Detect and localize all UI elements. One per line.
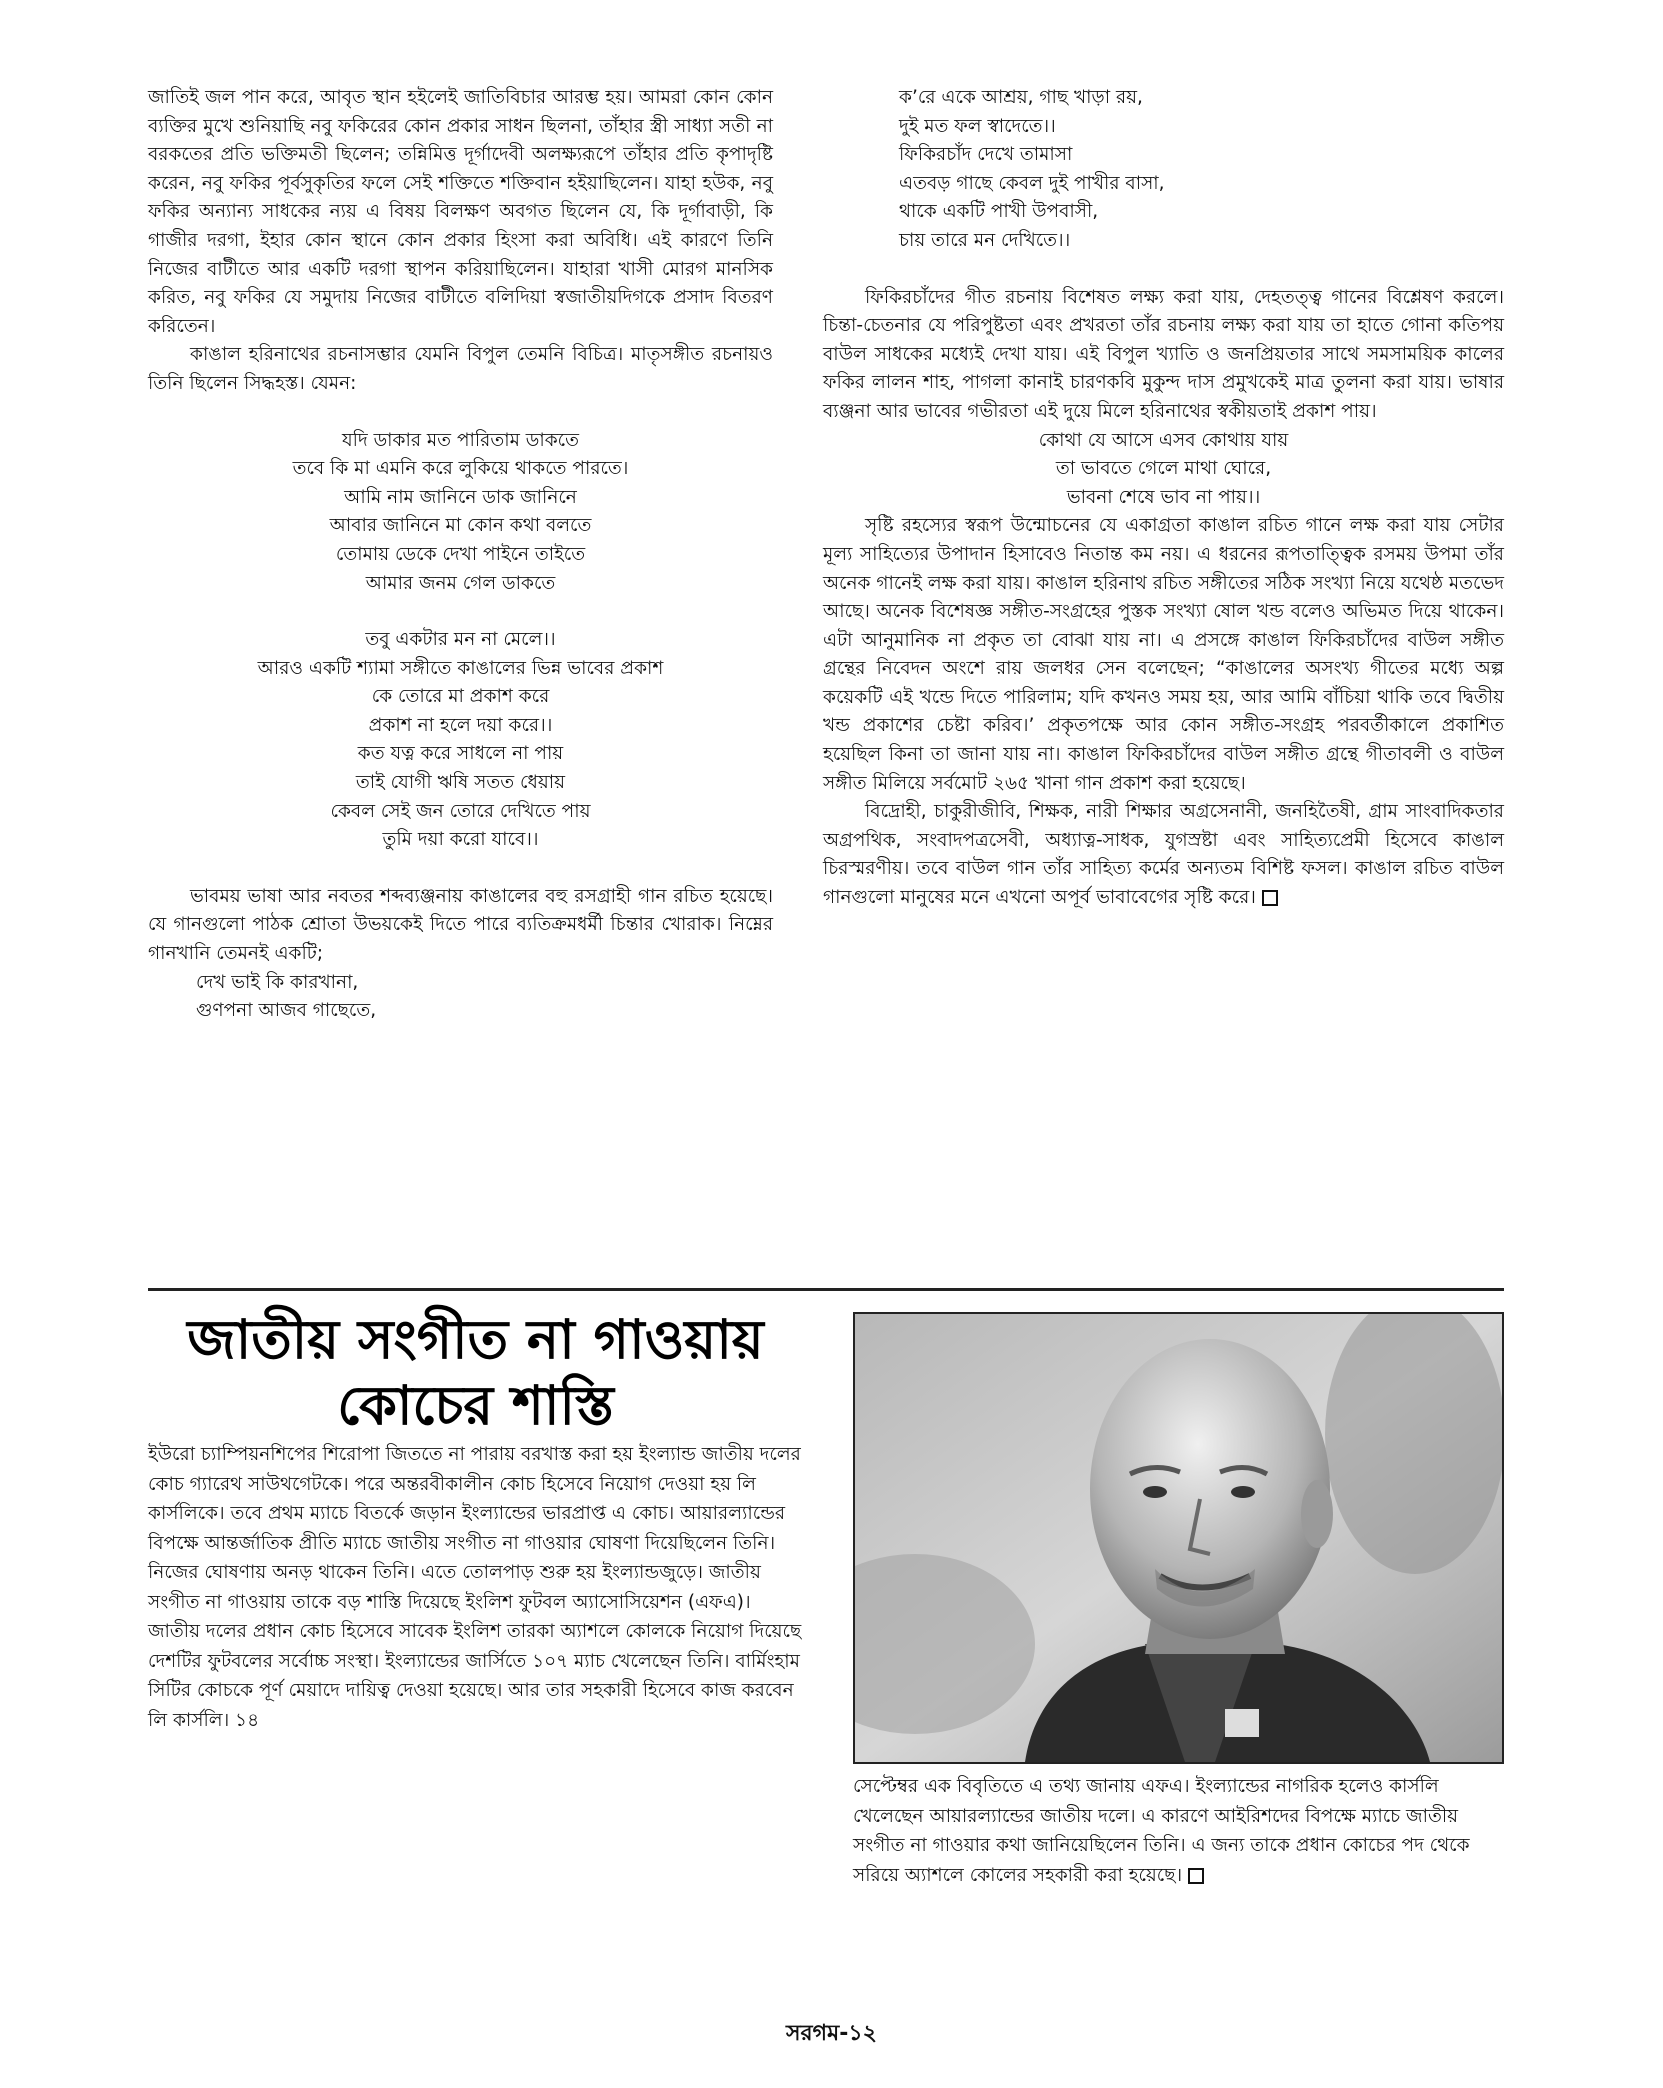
- right-paragraph-2: সৃষ্টি রহস্যের স্বরূপ উন্মোচনের যে একাগ্রতা কাঙাল রচিত গানে লক্ষ করা যায় সেটার মূল্য সাহিত্যের উপাদান হিসাবেও নিতান্ত কম নয়। এ ধরনের রূপতাত্ত্বিক রসময় উপমা তাঁর অনেক গানেই লক্ষ করা যায়। কাঙাল হরিনাথ রচিত সঙ্গীতের সঠিক সংখ্যা নিয়ে যথেষ্ঠ মতভেদ আছে। অনেক বিশেষজ্ঞ সঙ্গীত-সংগ্রহের পুস্তক সংখ্যা ষোল খন্ড বলেও অভিমত দিয়ে থাকেন। এটা আনুমানিক না প্রকৃত তা বোঝা যায় না। এ প্রসঙ্গে কাঙাল ফিকিরচাঁদের বাউল সঙ্গীত গ্রন্থের নিবেদন অংশে রায় জলধর সেন বলেছেন; “কাঙালের অসংখ্য গীতের মধ্যে অল্প কয়েকটি এই খন্ডে দিতে পারিলাম; যদি কখনও সময় হয়, আর আমি বাঁচিয়া থাকি তবে দ্বিতীয় খন্ড প্রকাশের চেষ্টা করিব।’ প্রকৃতপক্ষে আর কোন সঙ্গীত-সংগ্রহ পরবর্তীকালে প্রকাশিত হয়েছিল কিনা তা জানা যায় না। কাঙাল ফিকিরচাঁদের বাউল সঙ্গীত গ্রন্থে গীতাবলী ও বাউল সঙ্গীত মিলিয়ে সর্বমোট ২৬৫ খানা গান প্রকাশ করা হয়েছে।: [823, 515, 1504, 794]
- left-paragraph-3: ভাবময় ভাষা আর নবতর শব্দব্যঞ্জনায় কাঙালের বহু রসগ্রাহী গান রচিত হয়েছে। যে গানগুলো পাঠক শ্রোতা উভয়কেই দিতে পারে ব্যতিক্রমধর্মী চিন্তার খোরাক। নিম্নের গানখানি তেমনই একটি;: [148, 885, 773, 965]
- photo-caption: [853, 1772, 1504, 1890]
- verse-block-3: [148, 969, 773, 1026]
- right-column: [823, 84, 1504, 913]
- left-column: [148, 84, 773, 1026]
- verse-block-1: [148, 427, 773, 599]
- article-body: [148, 1440, 803, 1735]
- verse-line: কে তোরে মা প্রকাশ করে: [371, 686, 550, 708]
- verse-line: কেবল সেই জন তোরে দেখিতে পায়: [330, 800, 591, 822]
- verse-line: দুই মত ফল স্বাদেতে।।: [899, 115, 1056, 137]
- verse-block-2: [148, 626, 773, 855]
- verse-line: তবু একটার মন না মেলে।।: [365, 629, 556, 651]
- right-paragraph-3: [823, 798, 1504, 912]
- page-number: সরগম-১২: [786, 2021, 877, 2046]
- article-paragraph-2: জাতীয় দলের প্রধান কোচ হিসেবে সাবেক ইংলিশ তারকা অ্যাশলে কোলকে নিয়োগ দিয়েছে দেশটির ফুটবলের সর্বোচ্চ সংস্থা। ইংল্যান্ডের জার্সিতে ১০৭ ম্যাচ খেলেছেন তিনি। বার্মিংহাম সিটির কোচকে পূর্ণ মেয়াদে দায়িত্ব দেওয়া হয়েছে। আর তার সহকারী হিসেবে কাজ করবেন লি কার্সলি। ১৪: [148, 1621, 802, 1731]
- verse-line: থাকে একটি পাখী উপবাসী,: [899, 201, 1099, 223]
- verse-line: ফিকিরচাঁদ দেখে তামাসা: [899, 144, 1073, 166]
- section-divider: [148, 1288, 1504, 1291]
- verse-line: কত যত্ন করে সাধলে না পায়: [357, 743, 564, 765]
- left-paragraph-2: কাঙাল হরিনাথের রচনাসম্ভার যেমনি বিপুল তেমনি বিচিত্র। মাতৃসঙ্গীত রচনায়ও তিনি ছিলেন সিদ্ধহস্ত। যেমন:: [148, 344, 773, 394]
- right-paragraph-1: ফিকিরচাঁদের গীত রচনায় বিশেষত লক্ষ্য করা যায়, দেহতত্ত্ব গানের বিশ্লেষণ করলে। চিন্তা-চেতনার যে পরিপুষ্টতা এবং প্রখরতা তাঁর রচনায় লক্ষ্য করা যায় তা হাতে গোনা কতিপয় বাউল সাধকের মধ্যেই দেখা যায়। এই বিপুল খ্যাতি ও জনপ্রিয়তার সাথে সমসাময়িক কালের ফকির লালন শাহ, পাগলা কানাই চারণকবি মুকুন্দ দাস প্রমুখকেই মাত্র তুলনা করা যায়। ভাষার ব্যঞ্জনা আর ভাবের গভীরতা এই দুয়ে মিলে হরিনাথের স্বকীয়তাই প্রকাশ পায়।: [823, 286, 1504, 422]
- left-paragraph-1: জাতিই জল পান করে, আবৃত স্থান হইলেই জাতিবিচার আরম্ভ হয়। আমরা কোন কোন ব্যক্তির মুখে শুনিয়াছি নবু ফকিরের কোন প্রকার সাধন ছিলনা, তাঁহার স্ত্রী সাধ্যা সতী না বরকতের প্রতি ভক্তিমতী ছিলেন; তন্নিমিত্ত দূর্গাদেবী অলক্ষ্যরূপে তাঁহার প্রতি কৃপাদৃষ্টি করেন, নবু ফকির পূর্বসুকৃতির ফলে সেই শক্তিতে শক্তিবান হইয়াছিলেন। যাহা হউক, নবু ফকির অন্যান্য সাধকের ন্যয় এ বিষয় বিলক্ষণ অবগত ছিলেন যে, কি দূর্গাবাড়ী, কি গাজীর দরগা, ইহার কোন স্থানে কোন প্রকার হিংসা করা অবিধি। এই কারণে তিনি নিজের বাটীতে আর একটি দরগা স্থাপন করিয়াছিলেন। যাহারা খাসী মোরগ মানসিক করিত, নবু ফকির যে সমুদায় নিজের বাটীতে বলিদিয়া স্বজাতীয়দিগকে প্রসাদ বিতরণ করিতেন।: [148, 87, 773, 337]
- verse-block-4: [823, 84, 1504, 256]
- right-paragraph-3-text: বিদ্রোহী, চাকুরীজীবি, শিক্ষক, নারী শিক্ষার অগ্রসেনানী, জনহিতৈষী, গ্রাম সাংবাদিকতার অগ্রপথিক, সংবাদপত্রসেবী, অধ্যাত্ন-সাধক, যুগস্রষ্টা এবং সাহিত্যপ্রেমী হিসেবে কাঙাল চিরস্মরণীয়। তবে বাউল গান তাঁর সাহিত্য কর্মের অন্যতম বিশিষ্ট ফসল। কাঙাল রচিত বাউল গানগুলো মানুষের মনে এখনো অপূর্ব ভাবাবেগের সৃষ্টি করে।: [823, 801, 1504, 909]
- verse-line: তাই যোগী ঋষি সতত ধেয়ায়: [355, 772, 566, 794]
- headline-line-1: জাতীয় সংগীত না গাওয়ায়: [187, 1307, 764, 1371]
- coach-photo: [853, 1312, 1504, 1764]
- end-mark-icon: [1188, 1868, 1204, 1884]
- caption-text: সেপ্টেম্বর এক বিবৃতিতে এ তথ্য জানায় এফএ। ইংল্যান্ডের নাগরিক হলেও কার্সলি খেলেছেন আয়ারল্যান্ডের জাতীয় দলে। এ কারণে আইরিশদের বিপক্ষে ম্যাচে জাতীয় সংগীত না গাওয়ার কথা জানিয়েছিলেন তিনি। এ জন্য তাকে প্রধান কোচের পদ থেকে সরিয়ে অ্যাশলে কোলের সহকারী করা হয়েছে।: [853, 1776, 1470, 1886]
- headline-line-2: কোচের শাস্তি: [337, 1373, 614, 1437]
- verse-line: গুণপনা আজব গাছেতে,: [196, 1000, 377, 1022]
- article-paragraph-1: ইউরো চ্যাম্পিয়নশিপের শিরোপা জিততে না পারায় বরখাস্ত করা হয় ইংল্যান্ড জাতীয় দলের কোচ গ্যারেথ সাউথগেটকে। পরে অন্তরবীকালীন কোচ হিসেবে নিয়োগ দেওয়া হয় লি কার্সলিকে। তবে প্রথম ম্যাচে বিতর্কে জড়ান ইংল্যান্ডের ভারপ্রাপ্ত এ কোচ। আয়ারল্যান্ডের বিপক্ষে আন্তর্জাতিক প্রীতি ম্যাচে জাতীয় সংগীত না গাওয়ার ঘোষণা দিয়েছিলেন তিনি। নিজের ঘোষণায় অনড় থাকেন তিনি। এতে তোলপাড় শুরু হয় ইংল্যান্ডজুড়ে। জাতীয় সংগীত না গাওয়ায় তাকে বড় শাস্তি দিয়েছে ইংলিশ ফুটবল অ্যাসোসিয়েশন (এফএ)।: [148, 1444, 801, 1613]
- verse-line: তোমায় ডেকে দেখা পাইনে তাইতে: [335, 543, 586, 565]
- verse-line: যদি ডাকার মত পারিতাম ডাকতে: [342, 429, 579, 451]
- end-mark-icon: [1262, 890, 1278, 906]
- verse-line: আরও একটি শ্যামা সঙ্গীতে কাঙালের ভিন্ন ভাবের প্রকাশ: [257, 657, 664, 679]
- verse-line: চায় তারে মন দেখিতে।।: [899, 229, 1071, 251]
- verse-line: কোথা যে আসে এসব কোথায় যায়: [1038, 429, 1289, 451]
- verse-line: এতবড় গাছে কেবল দুই পাখীর বাসা,: [899, 172, 1165, 194]
- verse-line: আমার জনম গেল ডাকতে: [365, 572, 556, 594]
- verse-line: আবার জানিনে মা কোন কথা বলতে: [329, 515, 592, 537]
- verse-line: ভাবনা শেষে ভাব না পায়।।: [1066, 486, 1261, 508]
- verse-line: প্রকাশ না হলে দয়া করে।।: [368, 714, 553, 736]
- coach-portrait-image: [855, 1314, 1502, 1762]
- article-headline: [148, 1306, 803, 1438]
- verse-line: তবে কি মা এমনি করে লুকিয়ে থাকতে পারতে।: [292, 458, 629, 480]
- verse-line: ক’রে একে আশ্রয়, গাছ খাড়া রয়,: [899, 87, 1143, 108]
- verse-line: দেখ ভাই কি কারখানা,: [196, 971, 359, 993]
- verse-line: তা ভাবতে গেলে মাথা ঘোরে,: [1055, 458, 1272, 480]
- verse-line: আমি নাম জানিনে ডাক জানিনে: [344, 486, 577, 508]
- verse-line: তুমি দয়া করো যাবে।।: [382, 829, 539, 851]
- verse-block-5: [823, 427, 1504, 513]
